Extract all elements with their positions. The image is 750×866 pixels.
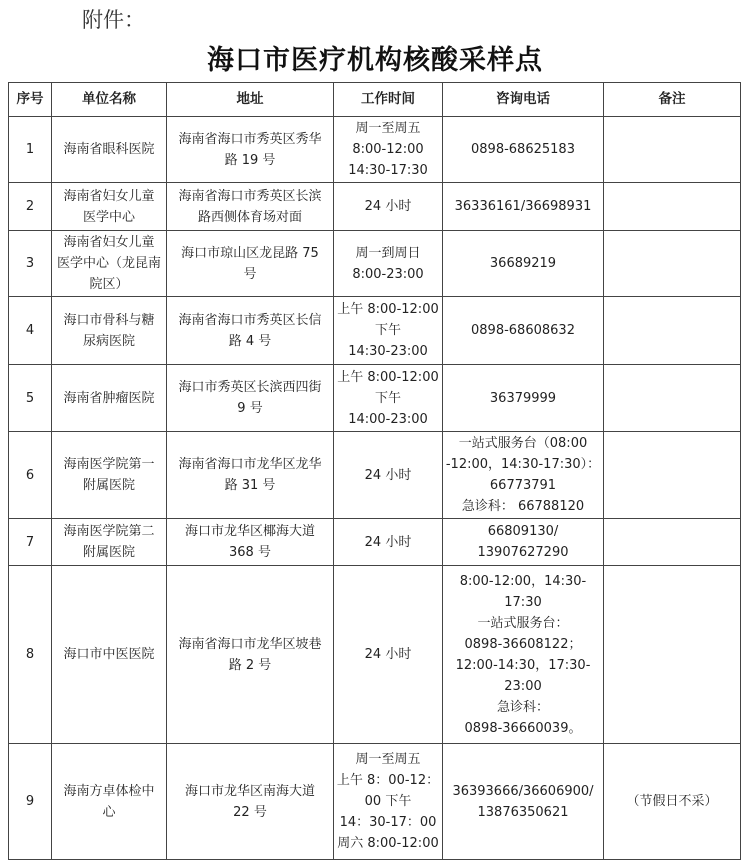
cell-name (52, 566, 167, 744)
cell-name-line: 尿病医院 (82, 333, 135, 349)
cell-name (52, 183, 167, 231)
cell-name (52, 519, 167, 566)
header-name: 单位名称 (52, 83, 167, 117)
cell-name-line: 医学中心（龙昆南 (56, 256, 161, 271)
cell-name-line: 海口市中医医院 (63, 647, 155, 662)
cell-address (167, 365, 334, 432)
cell-address-line: 路 19 号 (224, 152, 276, 168)
cell-no: 5 (9, 365, 52, 432)
header-address: 地址 (167, 83, 334, 117)
cell-note (604, 297, 741, 365)
cell-phone-line: 0898-36608122； (464, 636, 582, 652)
cell-address (167, 183, 334, 231)
cell-hours-line: 上午 8:00-12:00 (337, 369, 439, 385)
cell-hours-line: 00 下午 (364, 794, 412, 809)
cell-no: 2 (9, 183, 52, 231)
cell-hours-line: 24 小时 (364, 467, 412, 483)
cell-name-line: 附属医院 (82, 545, 135, 560)
cell-phone (443, 519, 604, 566)
cell-phone (443, 365, 604, 432)
cell-name-line: 海南省肿瘤医院 (63, 390, 155, 406)
cell-name-line: 海南省妇女儿童 (63, 188, 155, 204)
cell-hours-line: 周一至周五 (355, 752, 421, 767)
cell-address-line: 海口市龙华区椰海大道 (184, 524, 315, 539)
cell-phone (443, 231, 604, 297)
cell-hours-line: 下午 (374, 390, 401, 406)
cell-name-line: 海南省妇女儿童 (63, 235, 155, 250)
cell-name-line: 心 (102, 804, 116, 820)
table-row (9, 519, 741, 566)
cell-name-line: 海南省眼科医院 (63, 142, 155, 157)
cell-phone-line: 急诊科： 66788120 (461, 499, 585, 514)
cell-address (167, 566, 334, 744)
cell-note (604, 566, 741, 744)
cell-no: 7 (9, 519, 52, 566)
cell-hours-line: 上午 8：00-12： (336, 773, 440, 788)
table-row (9, 566, 741, 744)
cell-note (604, 365, 741, 432)
table-row (9, 365, 741, 432)
cell-note (604, 432, 741, 519)
cell-name (52, 365, 167, 432)
cell-address-line: 路 4 号 (228, 333, 272, 349)
cell-name-line: 海南医学院第二 (63, 524, 155, 539)
cell-address-line: 海口市龙华区南海大道 (184, 783, 315, 799)
cell-name (52, 744, 167, 860)
cell-address (167, 744, 334, 860)
table-row (9, 183, 741, 231)
cell-hours (334, 744, 443, 860)
cell-address (167, 117, 334, 183)
cell-name-line: 海南方卓体检中 (63, 783, 155, 799)
cell-address-line: 海南省海口市秀英区长信 (178, 312, 322, 328)
cell-phone-line: 12:00-14:30，17:30- (455, 657, 591, 673)
header-note: 备注 (604, 83, 741, 117)
cell-address-line: 海南省海口市龙华区龙华 (178, 457, 322, 472)
cell-address-line: 海南省海口市秀英区秀华 (178, 131, 322, 147)
cell-address-line: 路 31 号 (224, 478, 276, 493)
table-row (9, 297, 741, 365)
cell-phone (443, 297, 604, 365)
cell-hours-line: 8:00-12:00 (352, 142, 424, 157)
cell-phone (443, 566, 604, 744)
cell-phone (443, 744, 604, 860)
cell-note (604, 183, 741, 231)
cell-phone-line: 23:00 (504, 678, 542, 694)
cell-hours-line: 下午 (374, 323, 401, 338)
cell-phone-line: 17:30 (504, 594, 542, 610)
cell-hours (334, 519, 443, 566)
cell-phone-line: 36689219 (489, 256, 557, 271)
cell-hours (334, 183, 443, 231)
cell-note: （节假日不采） (604, 744, 741, 860)
cell-address-line: 路 2 号 (228, 657, 272, 673)
cell-no: 9 (9, 744, 52, 860)
cell-hours-line: 14:30-23:00 (348, 344, 428, 359)
cell-hours (334, 117, 443, 183)
cell-address (167, 231, 334, 297)
cell-phone-line: 36393666/36606900/ (452, 783, 594, 799)
cell-no: 8 (9, 566, 52, 744)
table-body (9, 117, 741, 860)
cell-name (52, 297, 167, 365)
cell-phone-line: 一站式服务台： (477, 615, 569, 631)
cell-phone (443, 117, 604, 183)
cell-hours-line: 8:00-23:00 (352, 266, 424, 282)
sampling-sites-table (8, 82, 741, 860)
cell-phone-line: 66773791 (489, 478, 557, 493)
cell-hours (334, 365, 443, 432)
cell-hours (334, 432, 443, 519)
cell-hours-line: 周六 8:00-12:00 (337, 836, 439, 851)
cell-note (604, 519, 741, 566)
cell-address (167, 519, 334, 566)
cell-hours (334, 297, 443, 365)
cell-name-line: 医学中心 (82, 209, 135, 225)
cell-name (52, 432, 167, 519)
page-title: 海口市医疗机构核酸采样点 (207, 45, 543, 76)
cell-phone (443, 183, 604, 231)
cell-hours-line: 14:00-23:00 (348, 411, 428, 427)
cell-phone-line: 13907627290 (477, 545, 569, 560)
cell-name (52, 117, 167, 183)
attachment-label: 附件： (82, 8, 145, 32)
cell-phone-line: 36379999 (489, 390, 557, 406)
cell-phone-line: 36336161/36698931 (454, 199, 592, 214)
cell-address-line: 9 号 (237, 401, 263, 416)
cell-address-line: 368 号 (229, 545, 271, 560)
table-header-row (9, 83, 741, 117)
cell-address (167, 432, 334, 519)
cell-hours-line: 14：30-17：00 (339, 815, 437, 830)
table-row (9, 231, 741, 297)
cell-phone (443, 432, 604, 519)
cell-name (52, 231, 167, 297)
cell-address-line: 号 (243, 266, 257, 282)
cell-address (167, 297, 334, 365)
cell-phone-line: 8:00-12:00，14:30- (459, 573, 587, 589)
cell-hours-line: 24 小时 (364, 199, 412, 214)
table-row (9, 117, 741, 183)
cell-address-line: 22 号 (233, 804, 267, 820)
cell-address-line: 海口市秀英区长滨西四街 (178, 380, 322, 395)
cell-phone-line: 13876350621 (477, 804, 569, 820)
header-hours: 工作时间 (334, 83, 443, 117)
cell-name-line: 附属医院 (82, 478, 135, 493)
cell-name-line: 海南医学院第一 (63, 457, 155, 472)
cell-note (604, 117, 741, 183)
cell-phone-line: 0898-68625183 (471, 142, 575, 157)
cell-name-line: 院区） (89, 277, 129, 292)
cell-address-line: 路西侧体育场对面 (197, 209, 302, 225)
cell-name-line: 海口市骨科与糖 (63, 312, 155, 328)
cell-no: 4 (9, 297, 52, 365)
cell-hours-line: 上午 8:00-12:00 (337, 302, 439, 317)
table-row (9, 744, 741, 860)
cell-phone-line: 0898-36660039。 (464, 720, 582, 736)
cell-hours-line: 周一至周五 (355, 121, 421, 136)
header-no: 序号 (9, 83, 52, 117)
cell-phone-line: 急诊科： (496, 699, 549, 715)
cell-hours-line: 周一到周日 (355, 245, 421, 261)
cell-hours (334, 231, 443, 297)
cell-phone-line: 0898-68608632 (471, 323, 575, 338)
header-phone: 咨询电话 (443, 83, 604, 117)
table-row (9, 432, 741, 519)
cell-hours-line: 24 小时 (364, 534, 412, 550)
cell-phone-line: 66809130/ (487, 524, 559, 539)
cell-hours (334, 566, 443, 744)
cell-phone-line: -12:00，14:30-17:30）： (445, 457, 601, 472)
cell-phone-line: 一站式服务台（08:00 (458, 436, 588, 451)
cell-no: 3 (9, 231, 52, 297)
cell-hours-line: 24 小时 (364, 647, 412, 662)
cell-address-line: 海口市琼山区龙昆路 75 (181, 245, 319, 261)
cell-no: 1 (9, 117, 52, 183)
cell-note (604, 231, 741, 297)
cell-address-line: 海南省海口市秀英区长滨 (178, 188, 322, 204)
cell-hours-line: 14:30-17:30 (348, 163, 428, 178)
cell-address-line: 海南省海口市龙华区坡巷 (178, 636, 322, 652)
cell-no: 6 (9, 432, 52, 519)
